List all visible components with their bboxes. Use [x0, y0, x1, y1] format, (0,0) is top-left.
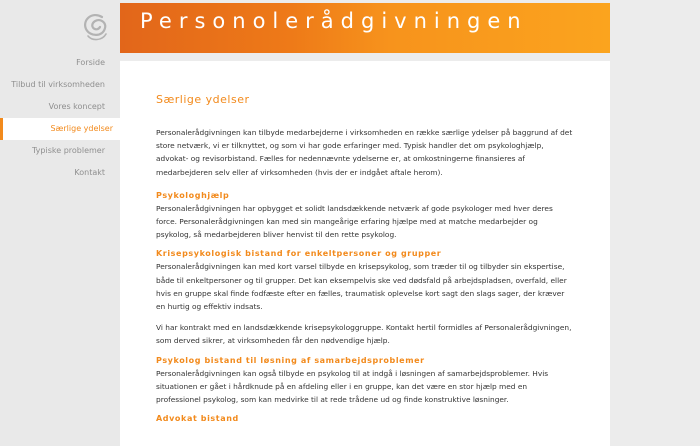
- site-title: Personolerådgivningen: [140, 9, 528, 33]
- nav-item-typiske-problemer[interactable]: Typiske problemer: [32, 146, 105, 155]
- page-title: Særlige ydelser: [156, 93, 250, 106]
- section-paragraph: Personalerådgivningen har opbygget et solidt landsdækkende netværk af gode psykologer med hver deres force. Personalerådgivningen kan med sin mangeårige erfaring hjælpe med at matche medarbejder og psykolog, så medarbejderen bliver henvist til den rette psykolog.: [156, 203, 553, 240]
- section-samarbejdsproblemer: [156, 356, 574, 407]
- nav-item-saerlige-ydelser[interactable]: Særlige ydelser: [0, 118, 128, 140]
- section-advokat-bistand: [156, 414, 574, 423]
- main-nav: [0, 52, 120, 184]
- content-panel: [120, 61, 610, 446]
- section-paragraph: Personalerådgivningen kan med kort varsel tilbyde en krisepsykolog, som træder til og tilbyder sin ekspertise, både til enkeltpersoner og til grupper. Det kan eksempelvis ske ved dødsfald på arbejdspladsen, overfald, eller hvis en gruppe skal finde fodfæste efter en fælles, traumatisk oplevelse kort sagt den slags sager, der kræver en hurtig og effektiv indsats.: [156, 262, 567, 312]
- spiral-logo-icon[interactable]: [82, 12, 108, 42]
- nav-item-tilbud[interactable]: Tilbud til virksomheden: [11, 80, 105, 89]
- section-heading: Psykologhjælp: [156, 190, 230, 200]
- section-krisepsykologisk-bistand: [156, 249, 574, 347]
- intro-paragraph: Personalerådgivningen kan tilbyde medarbejderne i virksomheden en række særlige ydelser på baggrund af det store netværk, vi er tilknyttet, og som vi har gode erfaringer med. Typisk handler det om psykologhjælp, advokat- og revisorbistand. Fælles for nedennævnte ydelserne er, at omkostningerne finansieres af medarbejderen selv eller af virksomheden (hvis der er indgået aftale herom).: [156, 128, 573, 177]
- nav-item-kontakt[interactable]: Kontakt: [74, 168, 105, 177]
- nav-item-koncept[interactable]: Vores koncept: [48, 102, 105, 111]
- section-psykologhjaelp: [156, 191, 574, 242]
- section-heading: Krisepsykologisk bistand for enkeltpersoner og grupper: [156, 249, 442, 259]
- sidebar: [0, 0, 120, 446]
- section-paragraph: Vi har kontrakt med en landsdækkende krisepsykologgruppe. Kontakt hertil formidles af Personalerådgivningen, som derved sikrer, at virksomheden får den nødvendige hjælp.: [156, 323, 572, 346]
- nav-item-forside[interactable]: Forside: [76, 58, 105, 67]
- section-heading: Psykolog bistand til løsning af samarbejdsproblemer: [156, 355, 425, 365]
- section-paragraph: Personalerådgivningen kan også tilbyde en psykolog til at indgå i løsningen af samarbejdsproblemer. Hvis situationen er gået i hårdknude på en afdeling eller i en gruppe, kan det være en stor hjælp med en professionel psykolog, som kan medvirke til at rede trådene ud og finde konstruktive løsninger.: [156, 368, 549, 405]
- section-heading: Advokat bistand: [156, 414, 239, 424]
- header-banner: [120, 3, 610, 53]
